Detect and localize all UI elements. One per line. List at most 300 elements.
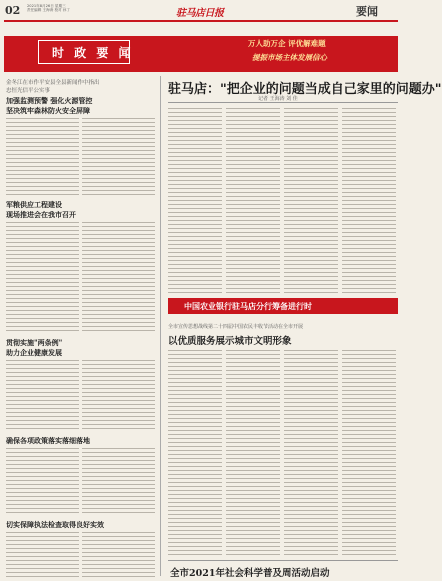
text-line bbox=[6, 416, 79, 417]
text-line bbox=[226, 530, 280, 531]
text-line bbox=[6, 460, 79, 461]
text-line bbox=[342, 522, 396, 523]
text-line bbox=[284, 454, 338, 455]
text-line bbox=[82, 242, 155, 243]
text-line bbox=[168, 292, 222, 293]
text-line bbox=[284, 268, 338, 269]
text-line bbox=[226, 386, 280, 387]
text-line bbox=[284, 518, 338, 519]
text-line bbox=[82, 456, 155, 457]
text-line bbox=[226, 248, 280, 249]
text-line bbox=[82, 480, 155, 481]
text-line bbox=[82, 420, 155, 421]
text-line bbox=[82, 330, 155, 331]
text-line bbox=[6, 274, 79, 275]
text-line bbox=[82, 146, 155, 147]
text-line bbox=[342, 406, 396, 407]
text-line bbox=[6, 508, 79, 509]
text-line bbox=[342, 128, 396, 129]
text-line bbox=[284, 208, 338, 209]
text-line bbox=[226, 430, 280, 431]
text-line bbox=[168, 510, 222, 511]
text-line bbox=[6, 230, 79, 231]
text-line bbox=[342, 180, 396, 181]
text-line bbox=[82, 318, 155, 319]
text-line bbox=[6, 146, 79, 147]
text-line bbox=[226, 144, 280, 145]
text-line bbox=[226, 244, 280, 245]
text-line bbox=[6, 262, 79, 263]
text-line bbox=[168, 196, 222, 197]
text-line bbox=[168, 486, 222, 487]
text-line bbox=[342, 144, 396, 145]
text-line bbox=[82, 162, 155, 163]
ad-line-1: 万人助万企 评优解难题 bbox=[248, 39, 326, 48]
text-line bbox=[6, 126, 79, 127]
text-line bbox=[226, 180, 280, 181]
text-line bbox=[342, 164, 396, 165]
text-line bbox=[168, 124, 222, 125]
text-line bbox=[168, 136, 222, 137]
text-line bbox=[82, 258, 155, 259]
text-line bbox=[284, 160, 338, 161]
text-line bbox=[6, 330, 79, 331]
text-line bbox=[342, 470, 396, 471]
text-line bbox=[226, 136, 280, 137]
text-line bbox=[168, 482, 222, 483]
text-line bbox=[226, 434, 280, 435]
text-line bbox=[168, 128, 222, 129]
text-line bbox=[342, 402, 396, 403]
text-line bbox=[342, 426, 396, 427]
text-line bbox=[168, 434, 222, 435]
text-line bbox=[82, 468, 155, 469]
text-line bbox=[342, 442, 396, 443]
text-line bbox=[6, 448, 79, 449]
text-line bbox=[82, 488, 155, 489]
text-line bbox=[284, 434, 338, 435]
text-line bbox=[284, 474, 338, 475]
text-line bbox=[342, 116, 396, 117]
text-line bbox=[284, 446, 338, 447]
text-line bbox=[342, 550, 396, 551]
text-line bbox=[168, 248, 222, 249]
text-line bbox=[6, 496, 79, 497]
text-line bbox=[342, 422, 396, 423]
text-line bbox=[342, 394, 396, 395]
text-line bbox=[284, 132, 338, 133]
text-line bbox=[6, 564, 79, 565]
text-line bbox=[284, 120, 338, 121]
text-line bbox=[226, 410, 280, 411]
text-line bbox=[284, 386, 338, 387]
text-line bbox=[284, 426, 338, 427]
text-line bbox=[284, 422, 338, 423]
text-line bbox=[284, 156, 338, 157]
text-line bbox=[82, 532, 155, 533]
text-line bbox=[6, 376, 79, 377]
text-line bbox=[168, 398, 222, 399]
text-line bbox=[284, 354, 338, 355]
text-line bbox=[284, 216, 338, 217]
text-line bbox=[168, 280, 222, 281]
text-line bbox=[284, 248, 338, 249]
text-line bbox=[342, 256, 396, 257]
text-line bbox=[284, 418, 338, 419]
text-line bbox=[6, 468, 79, 469]
text-line bbox=[168, 108, 222, 109]
text-line bbox=[342, 466, 396, 467]
text-line bbox=[6, 428, 79, 429]
text-line bbox=[284, 374, 338, 375]
text-line bbox=[82, 134, 155, 135]
text-line bbox=[284, 482, 338, 483]
text-line bbox=[284, 200, 338, 201]
text-line bbox=[284, 164, 338, 165]
text-line bbox=[168, 526, 222, 527]
text-line bbox=[226, 498, 280, 499]
text-line bbox=[168, 478, 222, 479]
text-line bbox=[342, 120, 396, 121]
text-line bbox=[226, 370, 280, 371]
text-line bbox=[6, 250, 79, 251]
text-line bbox=[82, 428, 155, 429]
text-line bbox=[82, 254, 155, 255]
text-line bbox=[342, 446, 396, 447]
text-line bbox=[284, 370, 338, 371]
text-line bbox=[82, 266, 155, 267]
text-line bbox=[168, 550, 222, 551]
text-line bbox=[226, 502, 280, 503]
text-line bbox=[82, 388, 155, 389]
text-line bbox=[82, 568, 155, 569]
text-line bbox=[342, 264, 396, 265]
text-line bbox=[284, 362, 338, 363]
text-line bbox=[226, 204, 280, 205]
text-line bbox=[226, 458, 280, 459]
text-line bbox=[168, 546, 222, 547]
text-line bbox=[82, 424, 155, 425]
text-line bbox=[6, 456, 79, 457]
text-line bbox=[342, 490, 396, 491]
text-line bbox=[82, 540, 155, 541]
text-line bbox=[284, 462, 338, 463]
text-line bbox=[82, 142, 155, 143]
text-line bbox=[82, 166, 155, 167]
left-headline-1a: 加强监测预警 强化火源管控 bbox=[6, 96, 93, 105]
text-line bbox=[342, 260, 396, 261]
text-line bbox=[6, 170, 79, 171]
left-kicker-2: 忠恒光信平公实事 bbox=[6, 88, 51, 94]
text-line bbox=[168, 236, 222, 237]
text-line bbox=[82, 118, 155, 119]
text-line bbox=[6, 238, 79, 239]
text-line bbox=[6, 226, 79, 227]
text-line bbox=[82, 194, 155, 195]
text-line bbox=[342, 176, 396, 177]
masthead-logo: 驻马店日报 bbox=[176, 8, 224, 19]
text-line bbox=[6, 258, 79, 259]
text-line bbox=[168, 144, 222, 145]
banner-label: 时 政 要 闻 bbox=[52, 46, 134, 60]
text-line bbox=[226, 228, 280, 229]
text-line bbox=[342, 474, 396, 475]
left-headline-3b: 助力企业健康发展 bbox=[6, 348, 62, 357]
text-line bbox=[284, 534, 338, 535]
text-line bbox=[284, 486, 338, 487]
text-line bbox=[226, 462, 280, 463]
text-line bbox=[226, 280, 280, 281]
text-line bbox=[284, 498, 338, 499]
text-line bbox=[6, 242, 79, 243]
text-line bbox=[6, 488, 79, 489]
text-line bbox=[82, 154, 155, 155]
text-line bbox=[168, 414, 222, 415]
text-line bbox=[342, 486, 396, 487]
text-line bbox=[342, 236, 396, 237]
text-line bbox=[6, 408, 79, 409]
text-line bbox=[82, 238, 155, 239]
text-line bbox=[82, 290, 155, 291]
text-line bbox=[284, 260, 338, 261]
text-line bbox=[284, 256, 338, 257]
text-line bbox=[82, 222, 155, 223]
text-line bbox=[168, 538, 222, 539]
text-line bbox=[6, 512, 79, 513]
text-line bbox=[168, 430, 222, 431]
text-line bbox=[284, 502, 338, 503]
text-line bbox=[82, 174, 155, 175]
text-line bbox=[284, 128, 338, 129]
text-line bbox=[82, 286, 155, 287]
text-line bbox=[226, 268, 280, 269]
text-line bbox=[342, 196, 396, 197]
text-line bbox=[284, 514, 338, 515]
text-line bbox=[342, 554, 396, 555]
text-line bbox=[342, 390, 396, 391]
text-line bbox=[342, 268, 396, 269]
text-line bbox=[284, 192, 338, 193]
text-line bbox=[342, 542, 396, 543]
text-line bbox=[284, 144, 338, 145]
text-line bbox=[168, 152, 222, 153]
text-line bbox=[168, 422, 222, 423]
text-line bbox=[226, 390, 280, 391]
text-line bbox=[284, 526, 338, 527]
text-line bbox=[168, 120, 222, 121]
text-line bbox=[284, 152, 338, 153]
text-line bbox=[226, 486, 280, 487]
text-line bbox=[284, 108, 338, 109]
text-line bbox=[342, 240, 396, 241]
text-line bbox=[226, 208, 280, 209]
date-line bbox=[27, 4, 70, 13]
text-line bbox=[82, 368, 155, 369]
text-line bbox=[168, 386, 222, 387]
text-line bbox=[226, 124, 280, 125]
text-line bbox=[284, 148, 338, 149]
text-line bbox=[284, 390, 338, 391]
text-line bbox=[284, 398, 338, 399]
text-line bbox=[226, 224, 280, 225]
text-line bbox=[168, 358, 222, 359]
text-line bbox=[284, 506, 338, 507]
text-line bbox=[82, 484, 155, 485]
text-line bbox=[284, 510, 338, 511]
text-line bbox=[342, 112, 396, 113]
text-line bbox=[82, 130, 155, 131]
left-headline-1b: 坚决筑牢森林防火安全屏障 bbox=[6, 106, 90, 115]
text-line bbox=[226, 188, 280, 189]
text-line bbox=[342, 350, 396, 351]
text-line bbox=[284, 280, 338, 281]
text-line bbox=[342, 276, 396, 277]
text-line bbox=[226, 538, 280, 539]
text-line bbox=[82, 314, 155, 315]
text-line bbox=[342, 272, 396, 273]
text-line bbox=[226, 426, 280, 427]
text-line bbox=[284, 414, 338, 415]
text-line bbox=[6, 492, 79, 493]
text-line bbox=[82, 544, 155, 545]
text-line bbox=[226, 470, 280, 471]
red-headline-text: 中国农业银行驻马店分行筹备进行时 bbox=[184, 301, 312, 311]
text-line bbox=[82, 298, 155, 299]
text-line bbox=[6, 122, 79, 123]
text-line bbox=[168, 216, 222, 217]
text-line bbox=[168, 232, 222, 233]
text-line bbox=[6, 290, 79, 291]
text-line bbox=[226, 256, 280, 257]
text-line bbox=[284, 378, 338, 379]
text-line bbox=[342, 354, 396, 355]
text-line bbox=[168, 542, 222, 543]
text-line bbox=[342, 414, 396, 415]
text-line bbox=[82, 508, 155, 509]
text-line bbox=[226, 422, 280, 423]
text-line bbox=[226, 112, 280, 113]
text-line bbox=[168, 394, 222, 395]
text-line bbox=[226, 140, 280, 141]
text-line bbox=[168, 458, 222, 459]
text-line bbox=[226, 418, 280, 419]
text-line bbox=[342, 494, 396, 495]
text-line bbox=[284, 240, 338, 241]
text-line bbox=[82, 476, 155, 477]
text-line bbox=[226, 506, 280, 507]
text-line bbox=[342, 438, 396, 439]
text-line bbox=[168, 272, 222, 273]
text-line bbox=[342, 502, 396, 503]
left-headline-3a: 贯彻实施"两条例" bbox=[6, 338, 63, 347]
text-line bbox=[6, 472, 79, 473]
text-line bbox=[226, 184, 280, 185]
text-line bbox=[82, 270, 155, 271]
main-headline-rule bbox=[168, 102, 398, 103]
text-line bbox=[168, 354, 222, 355]
text-line bbox=[284, 272, 338, 273]
text-line bbox=[284, 442, 338, 443]
text-line bbox=[284, 522, 338, 523]
text-line bbox=[342, 546, 396, 547]
text-line bbox=[342, 168, 396, 169]
text-line bbox=[342, 458, 396, 459]
text-line bbox=[82, 464, 155, 465]
text-line bbox=[82, 182, 155, 183]
text-line bbox=[284, 350, 338, 351]
text-line bbox=[6, 298, 79, 299]
column-rule bbox=[160, 76, 161, 576]
text-line bbox=[6, 544, 79, 545]
text-line bbox=[6, 500, 79, 501]
text-line bbox=[342, 382, 396, 383]
text-line bbox=[168, 208, 222, 209]
text-line bbox=[284, 236, 338, 237]
text-line bbox=[342, 248, 396, 249]
text-line bbox=[226, 284, 280, 285]
text-line bbox=[6, 154, 79, 155]
text-line bbox=[342, 204, 396, 205]
text-line bbox=[82, 372, 155, 373]
text-line bbox=[284, 366, 338, 367]
text-line bbox=[342, 366, 396, 367]
text-line bbox=[82, 376, 155, 377]
text-line bbox=[284, 430, 338, 431]
text-line bbox=[284, 168, 338, 169]
text-line bbox=[226, 168, 280, 169]
text-line bbox=[168, 200, 222, 201]
text-line bbox=[342, 160, 396, 161]
text-line bbox=[226, 478, 280, 479]
text-line bbox=[82, 294, 155, 295]
text-line bbox=[342, 498, 396, 499]
text-line bbox=[226, 450, 280, 451]
text-line bbox=[342, 216, 396, 217]
text-line bbox=[284, 284, 338, 285]
text-line bbox=[284, 288, 338, 289]
text-line bbox=[226, 514, 280, 515]
text-line bbox=[168, 530, 222, 531]
text-line bbox=[226, 192, 280, 193]
text-line bbox=[168, 172, 222, 173]
text-line bbox=[6, 552, 79, 553]
text-line bbox=[226, 554, 280, 555]
text-line bbox=[6, 404, 79, 405]
text-line bbox=[168, 514, 222, 515]
bottom-headline: 全市2021年社会科学普及周活动启动 bbox=[170, 568, 330, 579]
text-line bbox=[6, 194, 79, 195]
text-line bbox=[342, 430, 396, 431]
text-line bbox=[342, 292, 396, 293]
text-line bbox=[6, 560, 79, 561]
text-line bbox=[168, 418, 222, 419]
text-line bbox=[82, 306, 155, 307]
text-line bbox=[226, 200, 280, 201]
text-line bbox=[284, 252, 338, 253]
text-line bbox=[168, 284, 222, 285]
text-line bbox=[6, 270, 79, 271]
text-line bbox=[6, 286, 79, 287]
text-line bbox=[6, 548, 79, 549]
text-line bbox=[168, 466, 222, 467]
text-line bbox=[168, 534, 222, 535]
text-line bbox=[6, 412, 79, 413]
text-line bbox=[342, 374, 396, 375]
text-line bbox=[284, 450, 338, 451]
text-line bbox=[342, 124, 396, 125]
text-line bbox=[342, 410, 396, 411]
text-line bbox=[82, 396, 155, 397]
